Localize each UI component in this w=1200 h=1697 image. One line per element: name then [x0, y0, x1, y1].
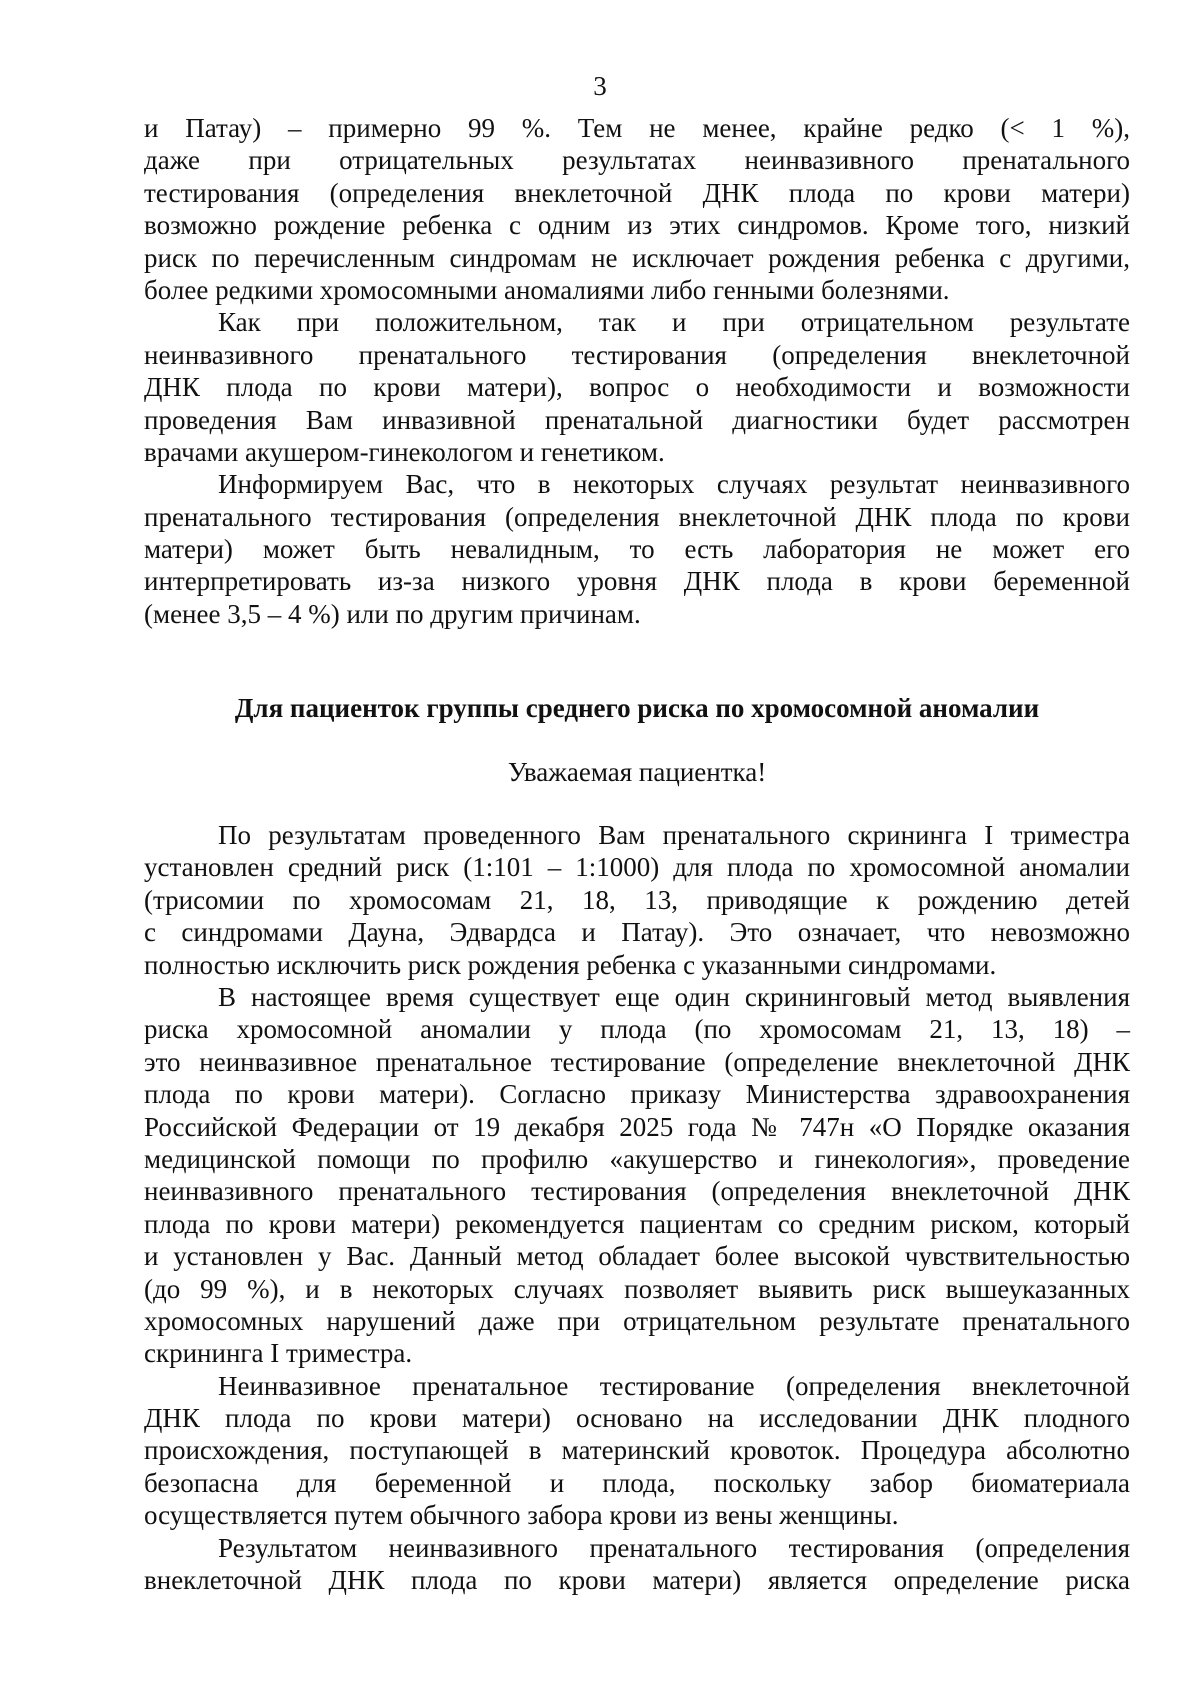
text-line: Как при положительном, так и при отрицательном результате: [218, 307, 1130, 338]
spacer: [144, 788, 1130, 819]
text-line: даже при отрицательных результатах неинвазивного пренатального: [144, 145, 1130, 176]
text-line: и установлен у Вас. Данный метод обладает более высокой чувствительностью: [144, 1241, 1130, 1272]
salutation: Уважаемая пациентка!: [507, 756, 767, 787]
text-line: пренатального тестирования (определения внеклеточной ДНК плода по крови: [144, 501, 1130, 532]
text-line: (менее 3,5 – 4 %) или по другим причинам.: [144, 598, 641, 629]
text-line: Результатом неинвазивного пренатального тестирования (определения: [218, 1532, 1130, 1563]
text-line: По результатам проведенного Вам пренатального скрининга I триместра: [218, 820, 1130, 851]
paragraph: [144, 306, 1130, 468]
text-line: плода по крови матери) рекомендуется пациентам со средним риском, который: [144, 1208, 1130, 1239]
text-line: проведения Вам инвазивной пренатальной диагностики будет рассмотрен: [144, 404, 1130, 435]
text-line: с синдромами Дауна, Эдвардса и Патау). Это означает, что невозможно: [144, 917, 1130, 948]
paragraph: [144, 981, 1130, 1370]
text-line: происхождения, поступающей в материнский кровоток. Процедура абсолютно: [144, 1435, 1130, 1466]
text-line: Неинвазивное пренатальное тестирование (определения внеклеточной: [218, 1370, 1130, 1401]
text-line: ДНК плода по крови матери), вопрос о необходимости и возможности: [144, 372, 1130, 403]
text-line: (до 99 %), и в некоторых случаях позволяет выявить риск вышеуказанных: [144, 1273, 1130, 1304]
text-line: более редкими хромосомными аномалиями либо генными болезнями.: [144, 274, 950, 305]
paragraph: [144, 112, 1130, 306]
section-after: [144, 819, 1130, 1596]
text-line: Российской Федерации от 19 декабря 2025 года № 747н «О Порядке оказания: [144, 1111, 1130, 1142]
text-line: риска хромосомной аномалии у плода (по хромосомам 21, 13, 18) –: [144, 1014, 1130, 1045]
text-line: В настоящее время существует еще один скрининговый метод выявления: [218, 981, 1130, 1012]
paragraph: [144, 1370, 1130, 1532]
section-before: [144, 112, 1130, 630]
text-line: возможно рождение ребенка с одним из этих синдромов. Кроме того, низкий: [144, 210, 1130, 241]
text-line: внеклеточной ДНК плода по крови матери) является определение риска: [144, 1565, 1130, 1596]
text-line: плода по крови матери). Согласно приказу Министерства здравоохранения: [144, 1079, 1130, 1110]
text-line: хромосомных нарушений даже при отрицательном результате пренатального: [144, 1305, 1130, 1336]
text-line: врачами акушером-гинекологом и генетиком.: [144, 436, 665, 467]
text-line: матери) может быть невалидным, то есть лаборатория не может его: [144, 534, 1130, 565]
text-line: скрининга I триместра.: [144, 1338, 413, 1369]
text-line: Информируем Вас, что в некоторых случаях результат неинвазивного: [218, 469, 1130, 500]
document-body: [144, 112, 1130, 1596]
text-line: установлен средний риск (1:101 – 1:1000) для плода по хромосомной аномалии: [144, 852, 1130, 883]
paragraph: [144, 819, 1130, 981]
spacer: [144, 630, 1130, 661]
text-line: и Патау) – примерно 99 %. Тем не менее, крайне редко (< 1 %),: [144, 113, 1130, 143]
paragraph: [144, 1532, 1130, 1597]
text-line: риск по перечисленным синдромам не исключает рождения ребенка с другими,: [144, 242, 1130, 273]
text-line: интерпретировать из-за низкого уровня ДНК плода в крови беременной: [144, 566, 1130, 597]
text-line: полностью исключить риск рождения ребенка с указанными синдромами.: [144, 949, 997, 980]
text-line: медицинской помощи по профилю «акушерство и гинекология», проведение: [144, 1143, 1130, 1174]
section-heading: Для пациенток группы среднего риска по хромосомной аномалии: [234, 693, 1040, 724]
text-line: (трисомии по хромосомам 21, 18, 13, приводящие к рождению детей: [144, 884, 1130, 915]
paragraph: [144, 468, 1130, 630]
text-line: безопасна для беременной и плода, поскольку забор биоматериала: [144, 1467, 1130, 1498]
text-line: неинвазивного пренатального тестирования (определения внеклеточной: [144, 339, 1130, 370]
text-line: осуществляется путем обычного забора крови из вены женщины.: [144, 1500, 899, 1531]
text-line: это неинвазивное пренатальное тестирование (определение внеклеточной ДНК: [144, 1046, 1130, 1077]
page-number: 3: [593, 71, 607, 101]
text-line: ДНК плода по крови матери) основано на исследовании ДНК плодного: [144, 1403, 1130, 1434]
text-line: тестирования (определения внеклеточной ДНК плода по крови матери): [144, 177, 1130, 208]
text-line: неинвазивного пренатального тестирования (определения внеклеточной ДНК: [144, 1176, 1130, 1207]
